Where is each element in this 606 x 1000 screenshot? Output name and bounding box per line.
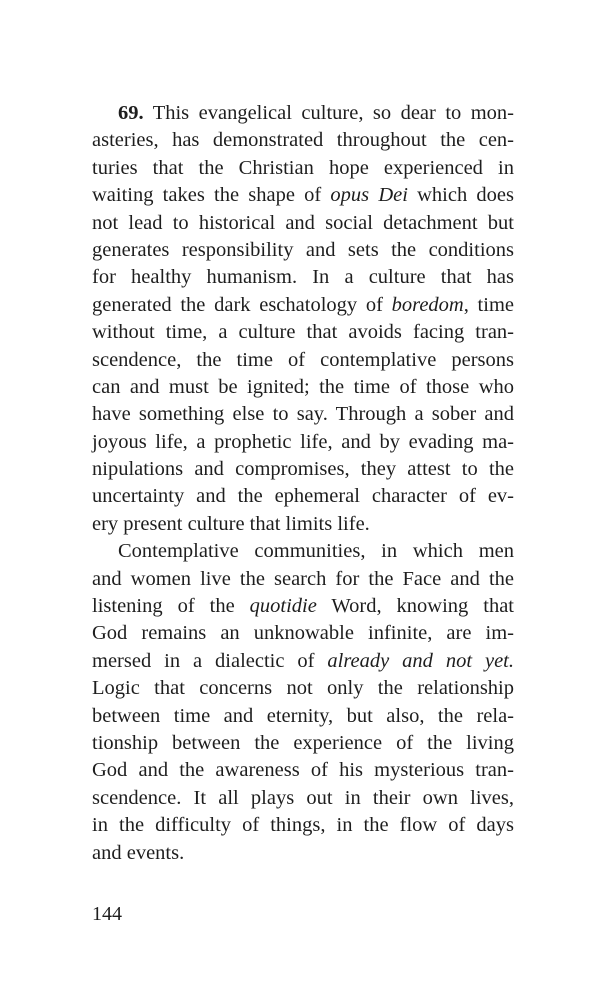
text-segment: God and the awareness of his mysterious tran-	[92, 759, 514, 782]
text-segment: Contemplative communities, in which men	[118, 540, 514, 563]
text-segment: can and must be ignited; the time of those who	[92, 375, 514, 398]
text-segment: and women live the search for the Face and the	[92, 567, 514, 590]
text-segment: generated the dark eschatology of	[92, 293, 392, 316]
text-line	[92, 675, 514, 702]
text-segment: joyous life, a prophetic life, and by evading ma-	[92, 430, 514, 453]
text-line	[92, 703, 514, 730]
text-segment: waiting takes the shape of	[92, 184, 331, 207]
text-line	[92, 620, 514, 647]
text-segment: asteries, has demonstrated throughout the cen-	[92, 129, 514, 152]
text-line	[92, 401, 514, 428]
text-segment: nipulations and compromises, they attest to the	[92, 458, 514, 481]
text-segment: turies that the Christian hope experienced in	[92, 156, 514, 179]
text-line	[92, 100, 514, 127]
text-line	[92, 812, 514, 839]
text-line	[92, 347, 514, 374]
text-segment: , time	[463, 293, 514, 316]
text-segment: listening of the	[92, 595, 250, 618]
text-segment: between time and eternity, but also, the rela-	[92, 704, 514, 727]
text-line	[92, 210, 514, 237]
text-line	[92, 374, 514, 401]
paragraph-69	[92, 100, 514, 538]
text-segment: for healthy humanism. In a culture that has	[92, 266, 514, 289]
text-segment: ery present culture that limits life.	[92, 512, 370, 535]
text-line	[92, 730, 514, 757]
text-segment: Logic that concerns not only the relationship	[92, 677, 514, 700]
text-segment: Word, knowing that	[316, 595, 515, 618]
text-segment: This evangelical culture, so dear to mon-	[143, 102, 514, 124]
text-segment: scendence, the time of contemplative persons	[92, 348, 514, 371]
text-segment: tionship between the experience of the living	[92, 731, 514, 754]
paragraph-contemplative-communities	[92, 538, 514, 867]
text-line	[92, 648, 514, 675]
text-line	[92, 127, 514, 154]
text-line	[92, 155, 514, 182]
text-segment: God remains an unknowable infinite, are im-	[92, 622, 514, 645]
paragraph-number: 69.	[118, 102, 144, 124]
text-line	[92, 511, 514, 538]
text-segment: not lead to historical and social detachment but	[92, 211, 514, 234]
italic-text: already and not yet.	[327, 649, 514, 672]
text-line	[92, 593, 514, 620]
text-line	[92, 538, 514, 565]
text-line	[92, 785, 514, 812]
italic-text: quotidie	[249, 595, 317, 618]
text-line	[92, 319, 514, 346]
text-line	[92, 757, 514, 784]
page-body	[92, 100, 514, 867]
text-line	[92, 566, 514, 593]
text-segment: mersed in a dialectic of	[92, 649, 328, 672]
text-line	[92, 483, 514, 510]
text-line	[92, 182, 514, 209]
italic-text: opus Dei	[330, 184, 408, 207]
text-line	[92, 429, 514, 456]
text-line	[92, 840, 514, 867]
text-line	[92, 264, 514, 291]
text-segment: uncertainty and the ephemeral character of ev-	[92, 485, 514, 508]
text-segment: without time, a culture that avoids facing tran-	[92, 321, 514, 344]
text-segment: scendence. It all plays out in their own lives,	[92, 786, 514, 809]
text-segment: have something else to say. Through a sober and	[92, 403, 514, 426]
page-number: 144	[92, 903, 122, 925]
text-segment: which does	[407, 184, 514, 207]
text-line	[92, 456, 514, 483]
italic-text: boredom	[391, 293, 464, 316]
text-segment: in the difficulty of things, in the flow of days	[92, 814, 514, 837]
text-line	[92, 237, 514, 264]
text-line	[92, 292, 514, 319]
text-segment: generates responsibility and sets the conditions	[92, 238, 514, 261]
text-segment: and events.	[92, 841, 185, 864]
